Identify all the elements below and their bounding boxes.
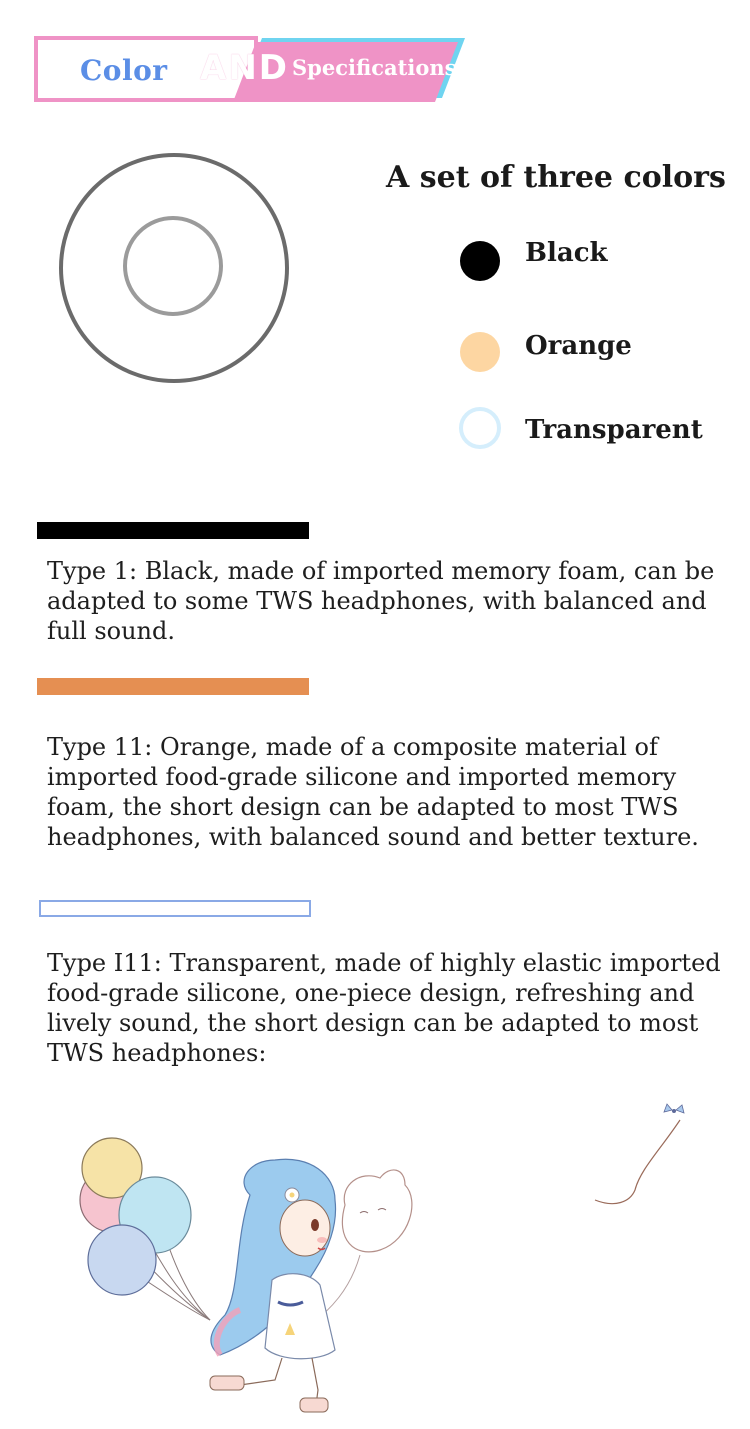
transparent-label: Transparent (525, 415, 703, 445)
banner-specifications-word: Specifications (292, 55, 457, 80)
ear-tip-illustration (58, 152, 292, 386)
orange-swatch (460, 332, 500, 372)
header-banner (34, 36, 466, 104)
black-swatch (460, 241, 500, 281)
type-i11-color-bar (39, 900, 311, 917)
black-label: Black (525, 238, 608, 268)
type-1-description: Type 1: Black, made of imported memory foam, can be adapted to some TWS headphones, with balanced and full sound. (47, 557, 715, 645)
type-11-color-bar (37, 678, 309, 695)
orange-label: Orange (525, 331, 632, 361)
banner-color-word: Color (80, 54, 168, 87)
transparent-swatch (459, 407, 501, 449)
type-11-description: Type 11: Orange, made of a composite material of imported food-grade silicone and imported memory foam, the short design can be adapted to most TWS headphones, with balanced sound and better texture. (47, 733, 699, 851)
girl-with-balloons-illustration (60, 1090, 710, 1420)
color-set-title: A set of three colors (386, 160, 726, 195)
type-1-color-bar (37, 522, 309, 539)
type-i11-description: Type I11: Transparent, made of highly elastic imported food-grade silicone, one-piece design, refreshing and lively sound, the short design can be adapted to most TWS headphones: (47, 949, 721, 1067)
banner-and-word: AND (200, 48, 289, 88)
